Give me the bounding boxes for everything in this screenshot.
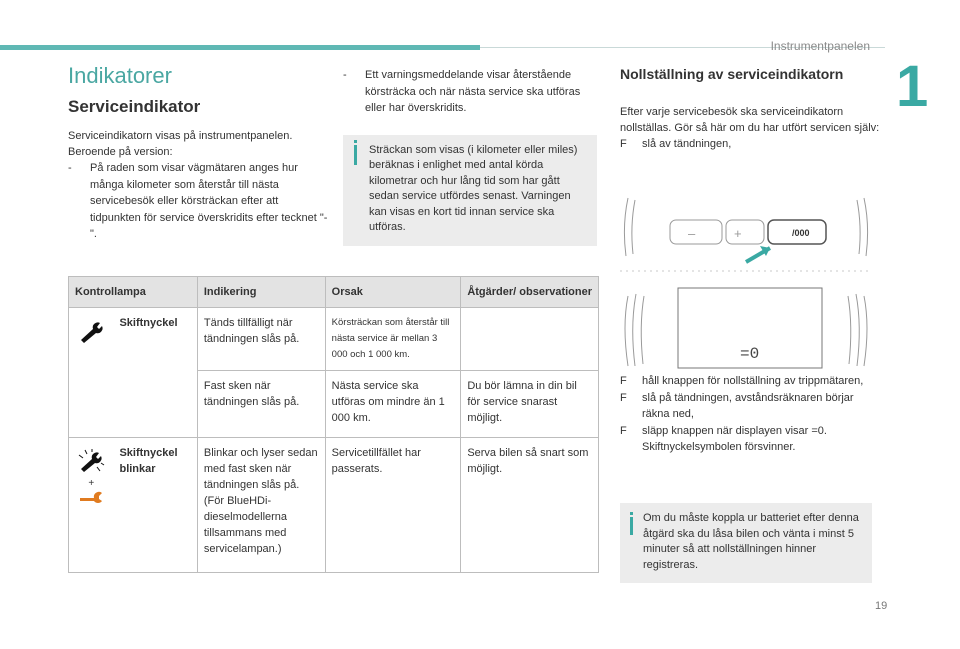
lamp-name: Skiftnyckel blinkar <box>113 438 197 573</box>
reset-button-label: /000 <box>792 228 810 238</box>
table-row <box>69 308 599 371</box>
right-column <box>620 66 880 153</box>
list-item <box>343 67 603 117</box>
section-title: Instrumentpanelen <box>770 39 870 53</box>
page-number: 19 <box>875 600 888 612</box>
list-item <box>620 423 880 456</box>
info-box <box>343 135 597 246</box>
bullet-marker: F <box>620 138 627 150</box>
table-header-row <box>69 277 599 308</box>
indication-cell: Blinkar och lyser sedan med fast sken när tändningen slås på. (För BlueHDi-dieselmodellerna tillsammans med servicelampan.) <box>197 438 325 573</box>
intro-text: Serviceindikatorn visas på instrumentpanelen. Beroende på version: <box>68 130 293 158</box>
step-text: håll knappen för nollställning av trippmätaren, <box>642 375 864 387</box>
bullet-text: Ett varningsmeddelande visar återstående körsträcka och när nästa service ska utföras eller har överskridits. <box>365 69 581 114</box>
table-row <box>69 438 599 573</box>
list-item <box>620 136 880 153</box>
lamp-name: Skiftnyckel <box>113 308 197 438</box>
info-icon <box>630 512 633 515</box>
info-icon-bar <box>354 145 357 165</box>
col-header-lamp: Kontrollampa <box>69 277 198 308</box>
indication-cell: Fast sken när tändningen slås på. <box>197 371 325 438</box>
flashing-wrench-icon <box>77 449 105 473</box>
plus-sign: + <box>88 478 95 489</box>
list-item <box>68 160 330 243</box>
col-header-cause: Orsak <box>325 277 461 308</box>
info-icon-bar <box>630 517 633 535</box>
cause-cell: Nästa service ska utföras om mindre än 1 000 km. <box>325 371 461 438</box>
page-title: Indikatorer <box>68 63 172 88</box>
step-text: slå av tändningen, <box>642 138 732 150</box>
action-cell: Serva bilen så snart som möjligt. <box>461 438 599 573</box>
indication-cell: Tänds tillfälligt när tändningen slås på. <box>197 308 325 371</box>
reset-steps <box>620 373 880 456</box>
info-icon <box>354 140 357 143</box>
chapter-number: 1 <box>896 54 929 119</box>
step-text: slå på tändningen, avståndsräknaren börjar räkna ned, <box>642 391 854 420</box>
bullet-text: På raden som visar vägmätaren anges hur många kilometer som återstår till nästa servicebesök eller körsträckan efter att tidpunkten för service överskridits efter tecknet "-". <box>90 162 328 240</box>
wrench-icon <box>78 321 104 343</box>
left-column <box>68 63 330 243</box>
reset-intro: Efter varje servicebesök ska serviceindikatorn nollställas. Gör så här om du har utfört servicen själv: <box>620 106 880 134</box>
action-cell <box>461 308 599 371</box>
lamp-icon-cell <box>69 308 114 438</box>
bullet-marker: - <box>343 69 347 81</box>
middle-column <box>343 67 603 246</box>
step-text: släpp knappen när displayen visar =0. Skiftnyckelsymbolen försvinner. <box>642 424 827 453</box>
cause-cell: Körsträckan som återstår till nästa service är mellan 3 000 och 1 000 km. <box>325 308 461 371</box>
section-heading: Serviceindikator <box>68 97 201 116</box>
col-header-action: Åtgärder/ observationer <box>461 277 599 308</box>
info-text: Sträckan som visas (i kilometer eller miles) beräknas i enlighet med antal körda kilometrar och hur lång tid som har gått sedan service utfördes senast. Varningen kan visas en kort tid innan service ska utföras. <box>369 143 578 233</box>
bullet-marker: F <box>620 424 627 437</box>
plus-label: + <box>734 226 742 241</box>
orange-wrench-icon <box>78 490 104 504</box>
minus-label: – <box>688 226 696 241</box>
col-header-indication: Indikering <box>197 277 325 308</box>
dashboard-figure <box>620 196 872 371</box>
dashboard-illustration <box>620 196 872 371</box>
indicator-table <box>68 276 599 573</box>
lamp-icon-cell <box>69 438 114 573</box>
list-item <box>620 373 880 390</box>
bullet-marker: - <box>68 162 72 174</box>
list-item <box>620 390 880 423</box>
battery-info-box <box>620 503 872 583</box>
action-cell: Du bör lämna in din bil för service snarast möjligt. <box>461 371 599 438</box>
bullet-marker: F <box>620 375 627 387</box>
cause-cell: Servicetillfället har passerats. <box>325 438 461 573</box>
section-heading-reset: Nollställning av serviceindikatorn <box>620 66 844 82</box>
header-accent-bar <box>0 45 480 50</box>
info-text: Om du måste koppla ur batteriet efter denna åtgärd ska du låsa bilen och vänta i minst 5 minuter så att nollställningen hinner registreras. <box>643 512 859 571</box>
bullet-marker: F <box>620 391 627 404</box>
display-value: =0 <box>740 345 760 363</box>
